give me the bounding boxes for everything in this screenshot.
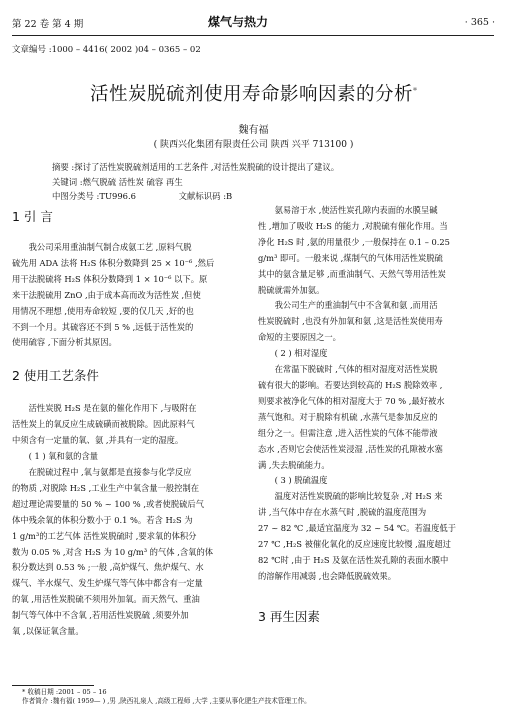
text-line: 制气等气体中不含氧 ,若用活性炭脱硫 ,须要外加 [12, 610, 189, 621]
text-line: 在脱硫过程中 ,氧与氨都是直接参与化学反应 [28, 466, 192, 477]
text-line: 硫有很大的影响。若要达到较高的 H₂S 脱除效率 , [258, 379, 443, 390]
text-line: 净化 H₂S 时 ,氨的用量很少 ,一般保持在 0.1 – 0.25 [258, 236, 450, 247]
title-footnote-mark: * [413, 86, 417, 96]
abstract-block [52, 160, 472, 204]
text-line: 用干法脱硫将 H₂S 体积分数降到 1 × 10⁻⁶ 以下。原 [12, 273, 208, 284]
text-line: 则要求被净化气体的相对湿度大于 70 % ,最好被水 [258, 395, 445, 406]
subheading-temperature: ( 3 ) 脱硫温度 [274, 475, 328, 486]
subheading-oxygen-ammonia: ( 1 ) 氧和氨的含量 [28, 451, 99, 462]
text-line: 超过理论需要量的 50 % ~ 100 % ,或者使脱硫后气 [12, 498, 205, 509]
text-line: 性炭脱硫时 ,也没有外加氧和氨 ,这是活性炭使用寿 [258, 316, 443, 327]
section-2-title: 2 使用工艺条件 [12, 368, 99, 384]
text-line: 脱硫就需外加氨。 [258, 284, 325, 295]
text-line: 满 ,失去脱硫能力。 [258, 459, 330, 470]
abstract-summary: 摘要 :探讨了活性炭脱硫剂适用的工艺条件 ,对活性炭脱硫的设计提出了建议。 [52, 162, 340, 172]
text-line: 活性炭上的氧反应生成硫磺而被脱除。因此原料气 [12, 419, 195, 430]
received-date: * 收稿日期 :2001 – 05 – 16 [22, 688, 107, 696]
text-line: 煤气、半水煤气、发生炉煤气等气体中都含有一定量 [12, 578, 203, 589]
text-line: 氨易溶于水 ,使活性炭孔隙内表面的水膜呈碱 [274, 205, 438, 215]
journal-name: 煤气与热力 [208, 15, 269, 29]
clc-number: 中图分类号 :TU996.6 [52, 191, 136, 202]
text-line: 27 ℃ ,H₂S 被催化氧化的反应速度比较慢 ,温度超过 [258, 539, 451, 550]
text-line: 27 ~ 82 ℃ ,最适宜温度为 32 ~ 54 ℃。若温度低于 [258, 523, 456, 534]
text-line: 讲 ,当气体中存在水蒸气时 ,脱硫的温度范围为 [258, 507, 427, 518]
header-rule [12, 35, 494, 36]
text-line: 硫先用 ADA 法将 H₂S 体积分数降到 25 × 10⁻⁶ ,然后 [12, 257, 215, 268]
text-line: 活性炭脱 H₂S 是在氨的催化作用下 ,与吸附在 [28, 403, 197, 414]
right-body [258, 203, 495, 585]
text-line: 温度对活性炭脱硫的影响比较复杂 ,对 H₂S 来 [274, 491, 443, 502]
section-1-title: 1 引 言 [12, 209, 53, 224]
text-line: 中须含有一定量的氧、氨 ,并具有一定的湿度。 [12, 435, 184, 446]
text-line: 我公司采用重油制气制合成氨工艺 ,原料气脱 [28, 242, 192, 252]
text-line: 性 ,增加了吸收 H₂S 的能力 ,对脱硫有催化作用。当 [258, 220, 448, 231]
page-number: · 365 · [464, 17, 495, 28]
author: 魏有福 [238, 125, 269, 136]
subheading-relative-humidity: ( 2 ) 相对湿度 [274, 348, 328, 359]
keywords: 关键词 :燃气脱硫 活性炭 硫容 再生 [52, 176, 183, 187]
text-line: 不到一个月。其硫容还不到 5 % ,远低于活性炭的 [12, 321, 194, 332]
text-line: 氧 ,以保证氧含量。 [12, 626, 84, 637]
text-line: 使用硫容 ,下面分析其原因。 [12, 337, 117, 348]
text-line: 来干法脱硫用 ZnO ,由于成本高而改为活性炭 ,但使 [12, 289, 201, 300]
text-line: 蒸气饱和。对于脱除有机硫 ,水蒸气是参加反应的 [258, 411, 438, 422]
author-bio: 作者简介 :魏有福( 1959— ) ,男 ,陕西礼泉人 ,高级工程师 ,大学 ,主要从事化肥生产技术管理工作。 [22, 697, 311, 705]
article-number: 文章编号 :1000 – 4416( 2002 )04 – 0365 – 02 [12, 45, 201, 55]
affiliation: ( 陕西兴化集团有限责任公司 陕西 兴平 713100 ) [153, 140, 354, 150]
section-2-body [12, 401, 244, 640]
document-code: 文献标识码 :B [178, 191, 233, 202]
text-line: 其中的氨含量足够 ,而重油制气、天然气等用活性炭 [258, 268, 446, 279]
text-line: 的物质 ,对脱除 H₂S ,工业生产中氧含量一般控制在 [12, 482, 200, 493]
text-line: 在常温下脱硫时 ,气体的相对湿度对活性炭脱 [274, 364, 438, 375]
text-line: 积分数达到 0.53 % ;一般 ,高炉煤气、焦炉煤气、水 [12, 562, 204, 573]
text-line: 1 g/m³的工艺气体 活性炭脱硫时 ,要求氧的体积分 [12, 530, 197, 541]
volume-issue: 第 22 卷 第 4 期 [12, 19, 84, 30]
right-column [258, 203, 495, 625]
title-block [0, 80, 507, 106]
text-line: 用情况不理想 ,使用寿命较短 ,要的仅几天 ,好的也 [12, 305, 194, 316]
left-column [12, 205, 244, 640]
text-line: 的氧 ,用活性炭脱硫不须用外加氧。而天然气、重油 [12, 594, 200, 605]
footnote-rule [12, 685, 94, 686]
footnote [22, 688, 497, 706]
classification-line [52, 189, 472, 204]
section-1-paragraph [12, 240, 244, 351]
text-line: 的溶解作用减弱 ,也会降低脱硫效果。 [258, 570, 397, 581]
text-line: 态水 ,否则它会使活性炭浸湿 ,活性炭的孔隙被水塞 [258, 443, 443, 454]
text-line: 数为 0.05 % ,对含 H₂S 为 10 g/m³ 的气体 ,含氧的体 [12, 546, 214, 557]
section-3-title: 3 再生因素 [258, 608, 320, 624]
text-line: 体中残余氧的体积分数小于 0.1 %。若含 H₂S 为 [12, 514, 193, 525]
text-line: 命短的主要原因之一。 [258, 332, 341, 343]
paper-title: 活性炭脱硫剂使用寿命影响因素的分析 [89, 84, 413, 105]
text-line: 我公司生产的重油制气中不含氧和氨 ,而用活 [274, 300, 438, 311]
text-line: g/m³ 即可。一般来说 ,煤制气的气体用活性炭脱硫 [258, 252, 443, 263]
text-line: 组分之一。但需注意 ,进入活性炭的气体不能带液 [258, 427, 438, 438]
text-line: 82 ℃时 ,由于 H₂S 及氨在活性炭孔隙的表面水膜中 [258, 554, 449, 565]
